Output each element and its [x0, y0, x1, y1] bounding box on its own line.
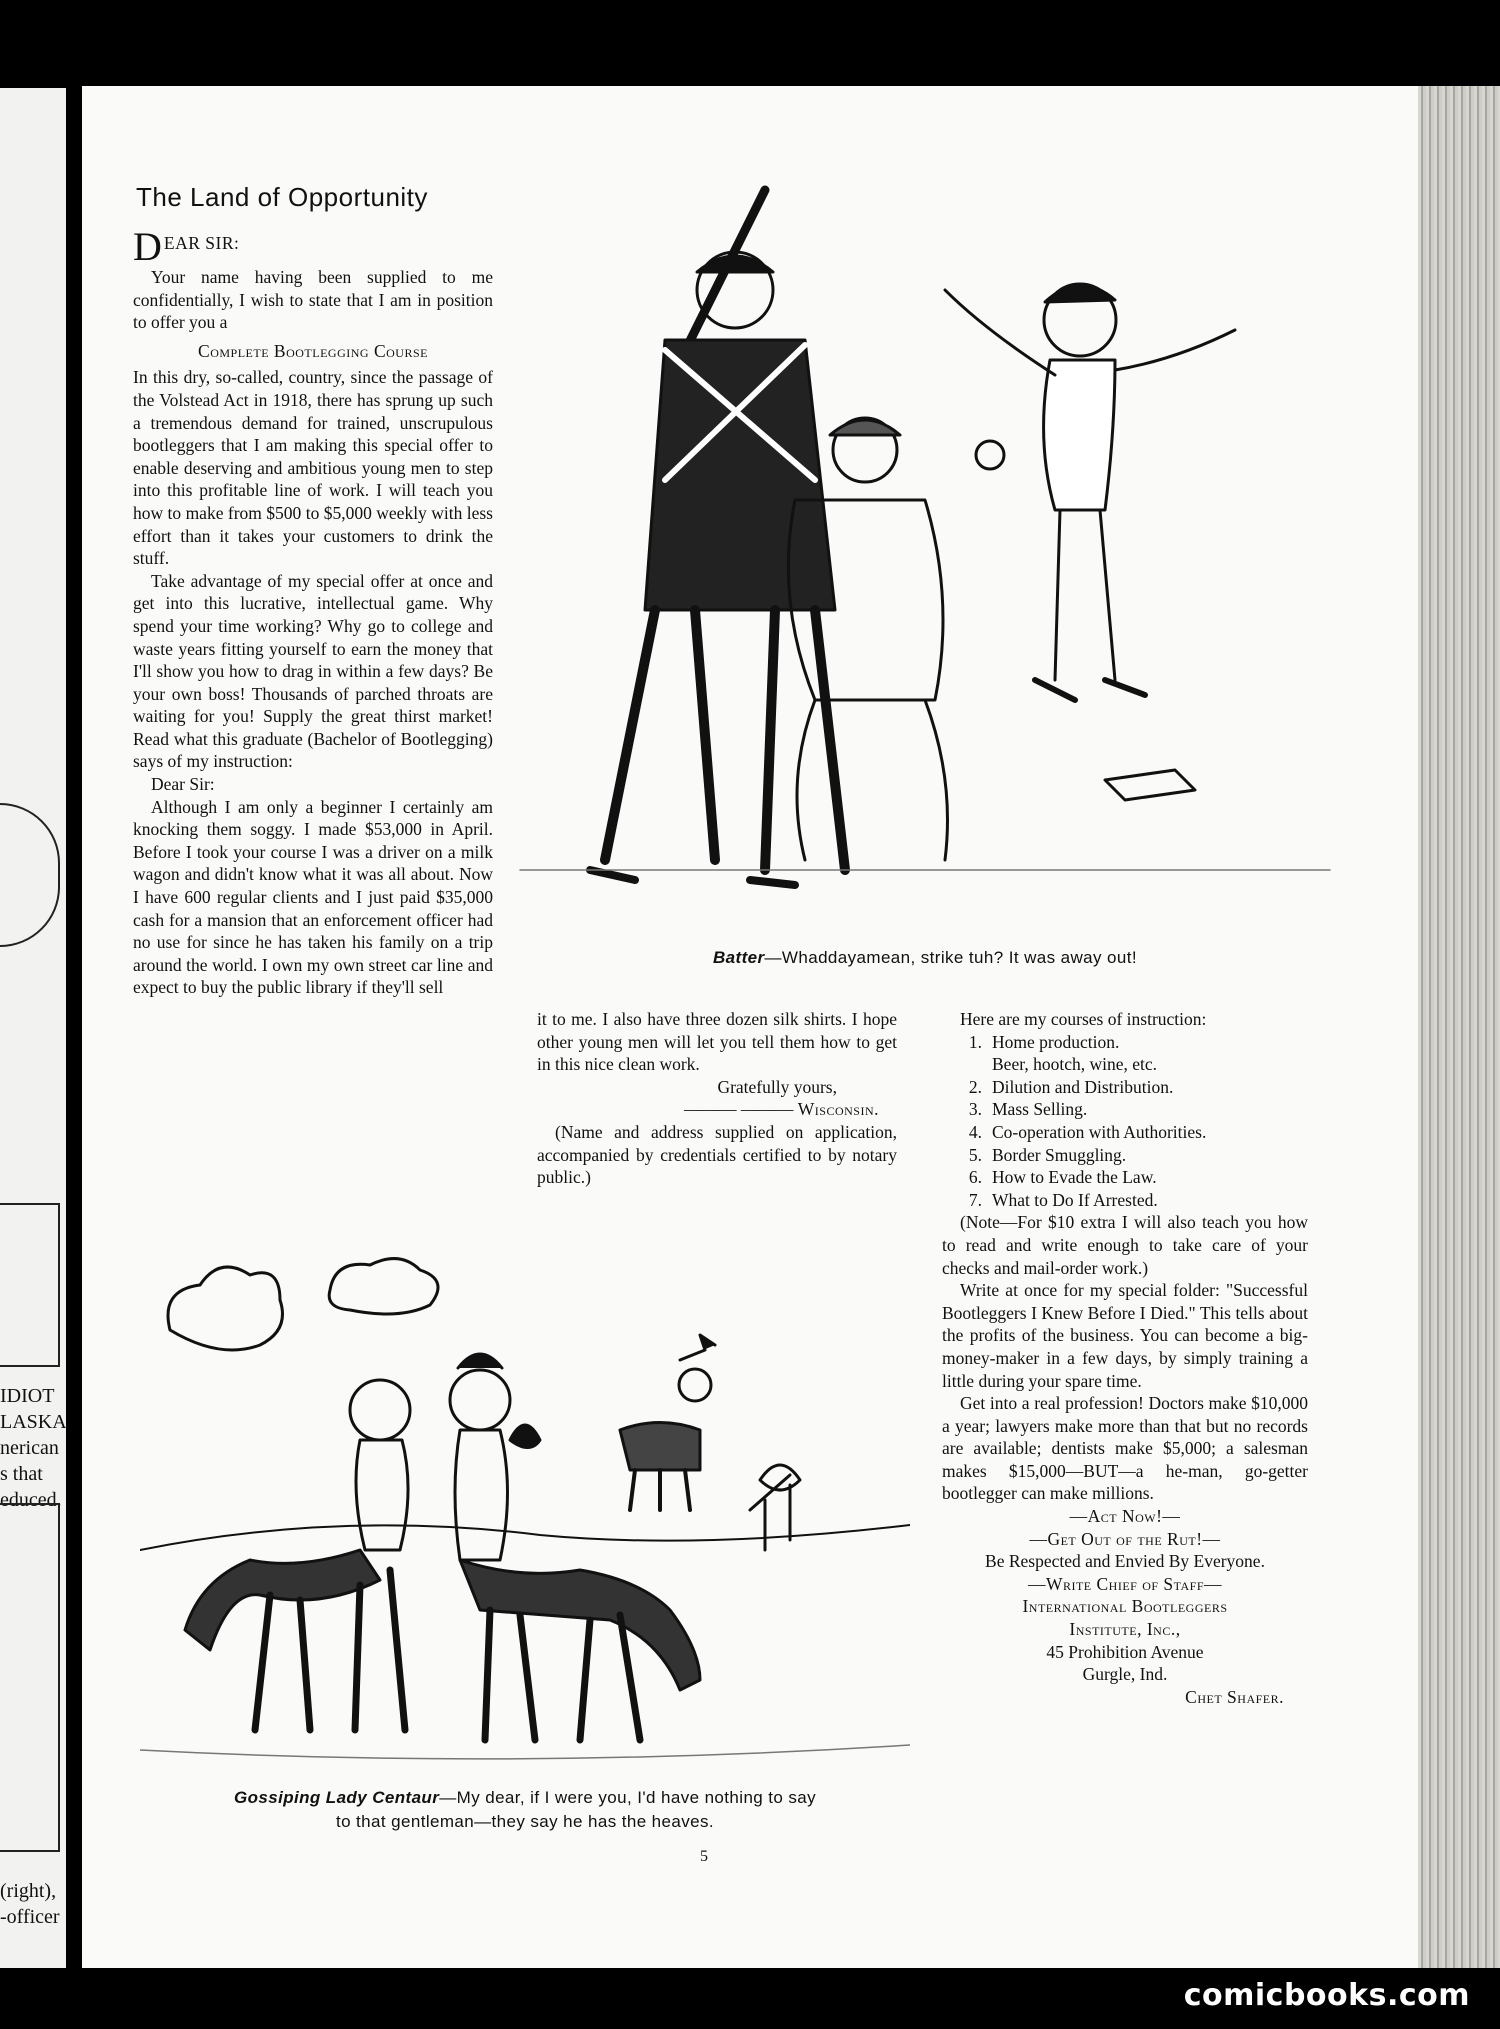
fragment-line: s that — [0, 1463, 43, 1485]
course-item: 1. Home production. — [968, 1031, 1120, 1052]
baseball-cartoon — [515, 180, 1335, 940]
article-column-1 — [133, 224, 493, 999]
centaur-head — [450, 1370, 510, 1430]
cloud — [329, 1259, 438, 1314]
course-item: 7. What to Do If Arrested. — [968, 1189, 1158, 1210]
distant-centaur-head — [679, 1369, 711, 1401]
course-heading: Complete Bootlegging Course — [198, 340, 428, 361]
article-title: The Land of Opportunity — [136, 182, 428, 212]
centaur-cartoon — [140, 1250, 910, 1780]
fragment-line: educed. — [0, 1489, 62, 1511]
caption-line: to that gentleman—they say he has the heaves. — [335, 1812, 715, 1831]
article-column-2 — [537, 1008, 897, 1189]
fragment-line: -officer — [0, 1906, 60, 1928]
signature-state: Wisconsin. — [797, 1099, 879, 1120]
centaur-head — [350, 1380, 410, 1440]
left-page-edge — [0, 88, 66, 1968]
fragment-line: (right), — [0, 1880, 57, 1902]
signature-dashes: ——— ——— — [684, 1099, 794, 1120]
course-item: 2. Dilution and Distribution. — [968, 1076, 1174, 1097]
caption-text: —My dear, if I were you, I'd have nothing to say — [439, 1788, 817, 1807]
letter-paragraph: Although I am only a beginner I certainly am knocking them soggy. I made $53,000 in April. Before I took your course I was a driver on a milk wagon and didn't know what it was all about. Now I have 600 regular clients and I just paid $35,000 cash for a mansion that an enforcement officer had no use for since he has taken his family on a trip around the world. I own my own street car line and expect to buy the public library if they'll sell — [133, 796, 493, 998]
left-page-text-fragment — [0, 1383, 67, 1513]
courses-intro: Here are my courses of instruction: — [960, 1009, 1207, 1029]
act-now-line: —Act Now!— — [1069, 1506, 1181, 1527]
caption-speaker: Batter — [712, 948, 765, 967]
course-item: 4. Co-operation with Authorities. — [968, 1121, 1207, 1142]
body-paragraph: In this dry, so-called, country, since the passage of the Volstead Act in 1918, there has sprung up such a tremendous demand for trained, unscrupulous bootleggers that I am making this special offer to enable deserving and ambitious young men to step into this profitable line of work. I will teach you how to make from $500 to $5,000 weekly with less effort than it takes your customers to drink the stuff. — [133, 367, 493, 569]
address-line: Gurgle, Ind. — [1082, 1664, 1168, 1685]
book-spine-edge — [1418, 86, 1500, 1968]
salutation-text: EAR SIR: — [163, 233, 240, 253]
left-page-ad-box — [0, 1203, 60, 1367]
left-page-illustration — [0, 803, 60, 947]
courses-list — [942, 1031, 1308, 1212]
letter-salutation: Dear Sir: — [151, 774, 215, 795]
fragment-line: IDIOT — [0, 1385, 55, 1407]
note-paragraph: (Note—For $10 extra I will also teach you how to read and write enough to take care of your checks and mail-order work.) — [942, 1212, 1308, 1278]
centaur-caption — [115, 1786, 935, 1834]
course-item: Beer, hootch, wine, etc. — [992, 1054, 1158, 1075]
folder-paragraph: Write at once for my special folder: "Successful Bootleggers I Knew Before I Died." This tells about the profits of the business. You can become a big-money-maker in a few days, by simply training a little during your spare time. — [942, 1280, 1308, 1391]
letter-signature — [537, 1098, 897, 1121]
page-number: 5 — [700, 1848, 708, 1865]
author-byline: Chet Shafer. — [1185, 1686, 1284, 1707]
profession-paragraph: Get into a real profession! Doctors make $10,000 a year; lawyers make more than that but no records are available; dentists make $5,000; a salesman makes $15,000—BUT—a he-man, go-getter bootlegger can make millions. — [942, 1393, 1308, 1504]
fragment-line: LASKA — [0, 1411, 67, 1433]
letter-note: (Name and address supplied on application, accompanied by credentials certified to by notary public.) — [537, 1121, 897, 1188]
caption-text: —Whaddayamean, strike tuh? It was away out! — [764, 948, 1137, 967]
letter-close: Gratefully yours, — [717, 1076, 837, 1097]
letter-paragraph: it to me. I also have three dozen silk shirts. I hope other young men will let you tell them how to get in this nice clean work. — [537, 1009, 897, 1075]
left-page-photo-box — [0, 1503, 60, 1852]
left-page-text-fragment — [0, 1878, 60, 1930]
fragment-line: nerican — [0, 1437, 59, 1459]
institute-line: International Bootleggers — [1022, 1596, 1228, 1617]
course-item: 6. How to Evade the Law. — [968, 1167, 1157, 1188]
be-respected-line: Be Respected and Envied By Everyone. — [985, 1551, 1265, 1572]
institute-line: Institute, Inc., — [1069, 1619, 1181, 1640]
caption-speaker: Gossiping Lady Centaur — [233, 1788, 440, 1807]
watermark: comicbooks.com — [1183, 1978, 1470, 2013]
salutation — [133, 224, 493, 269]
baseball-caption — [515, 948, 1335, 968]
write-chief-line: —Write Chief of Staff— — [1027, 1573, 1223, 1594]
caption-line — [115, 1786, 935, 1810]
intro-paragraph: Your name having been supplied to me confidentially, I wish to state that I am in position to offer you a — [133, 267, 493, 333]
course-item: 5. Border Smuggling. — [968, 1144, 1127, 1165]
get-out-line: —Get Out of the Rut!— — [1029, 1528, 1221, 1549]
article-column-3 — [942, 1008, 1308, 1708]
baseball — [976, 441, 1004, 469]
course-item: 3. Mass Selling. — [968, 1099, 1088, 1120]
cloud — [168, 1267, 283, 1350]
address-line: 45 Prohibition Avenue — [1046, 1641, 1204, 1662]
drop-cap: D — [133, 224, 162, 269]
body-paragraph: Take advantage of my special offer at once and get into this lucrative, intellectual game. Why spend your time working? Why go to college and waste years fitting yourself to earn the money that I'll show you how to drag in within a few days? Be your own boss! Thousands of parched throats are waiting for you! Supply the great thirst market! Read what this graduate (Bachelor of Bootlegging) says of my instruction: — [133, 570, 493, 772]
